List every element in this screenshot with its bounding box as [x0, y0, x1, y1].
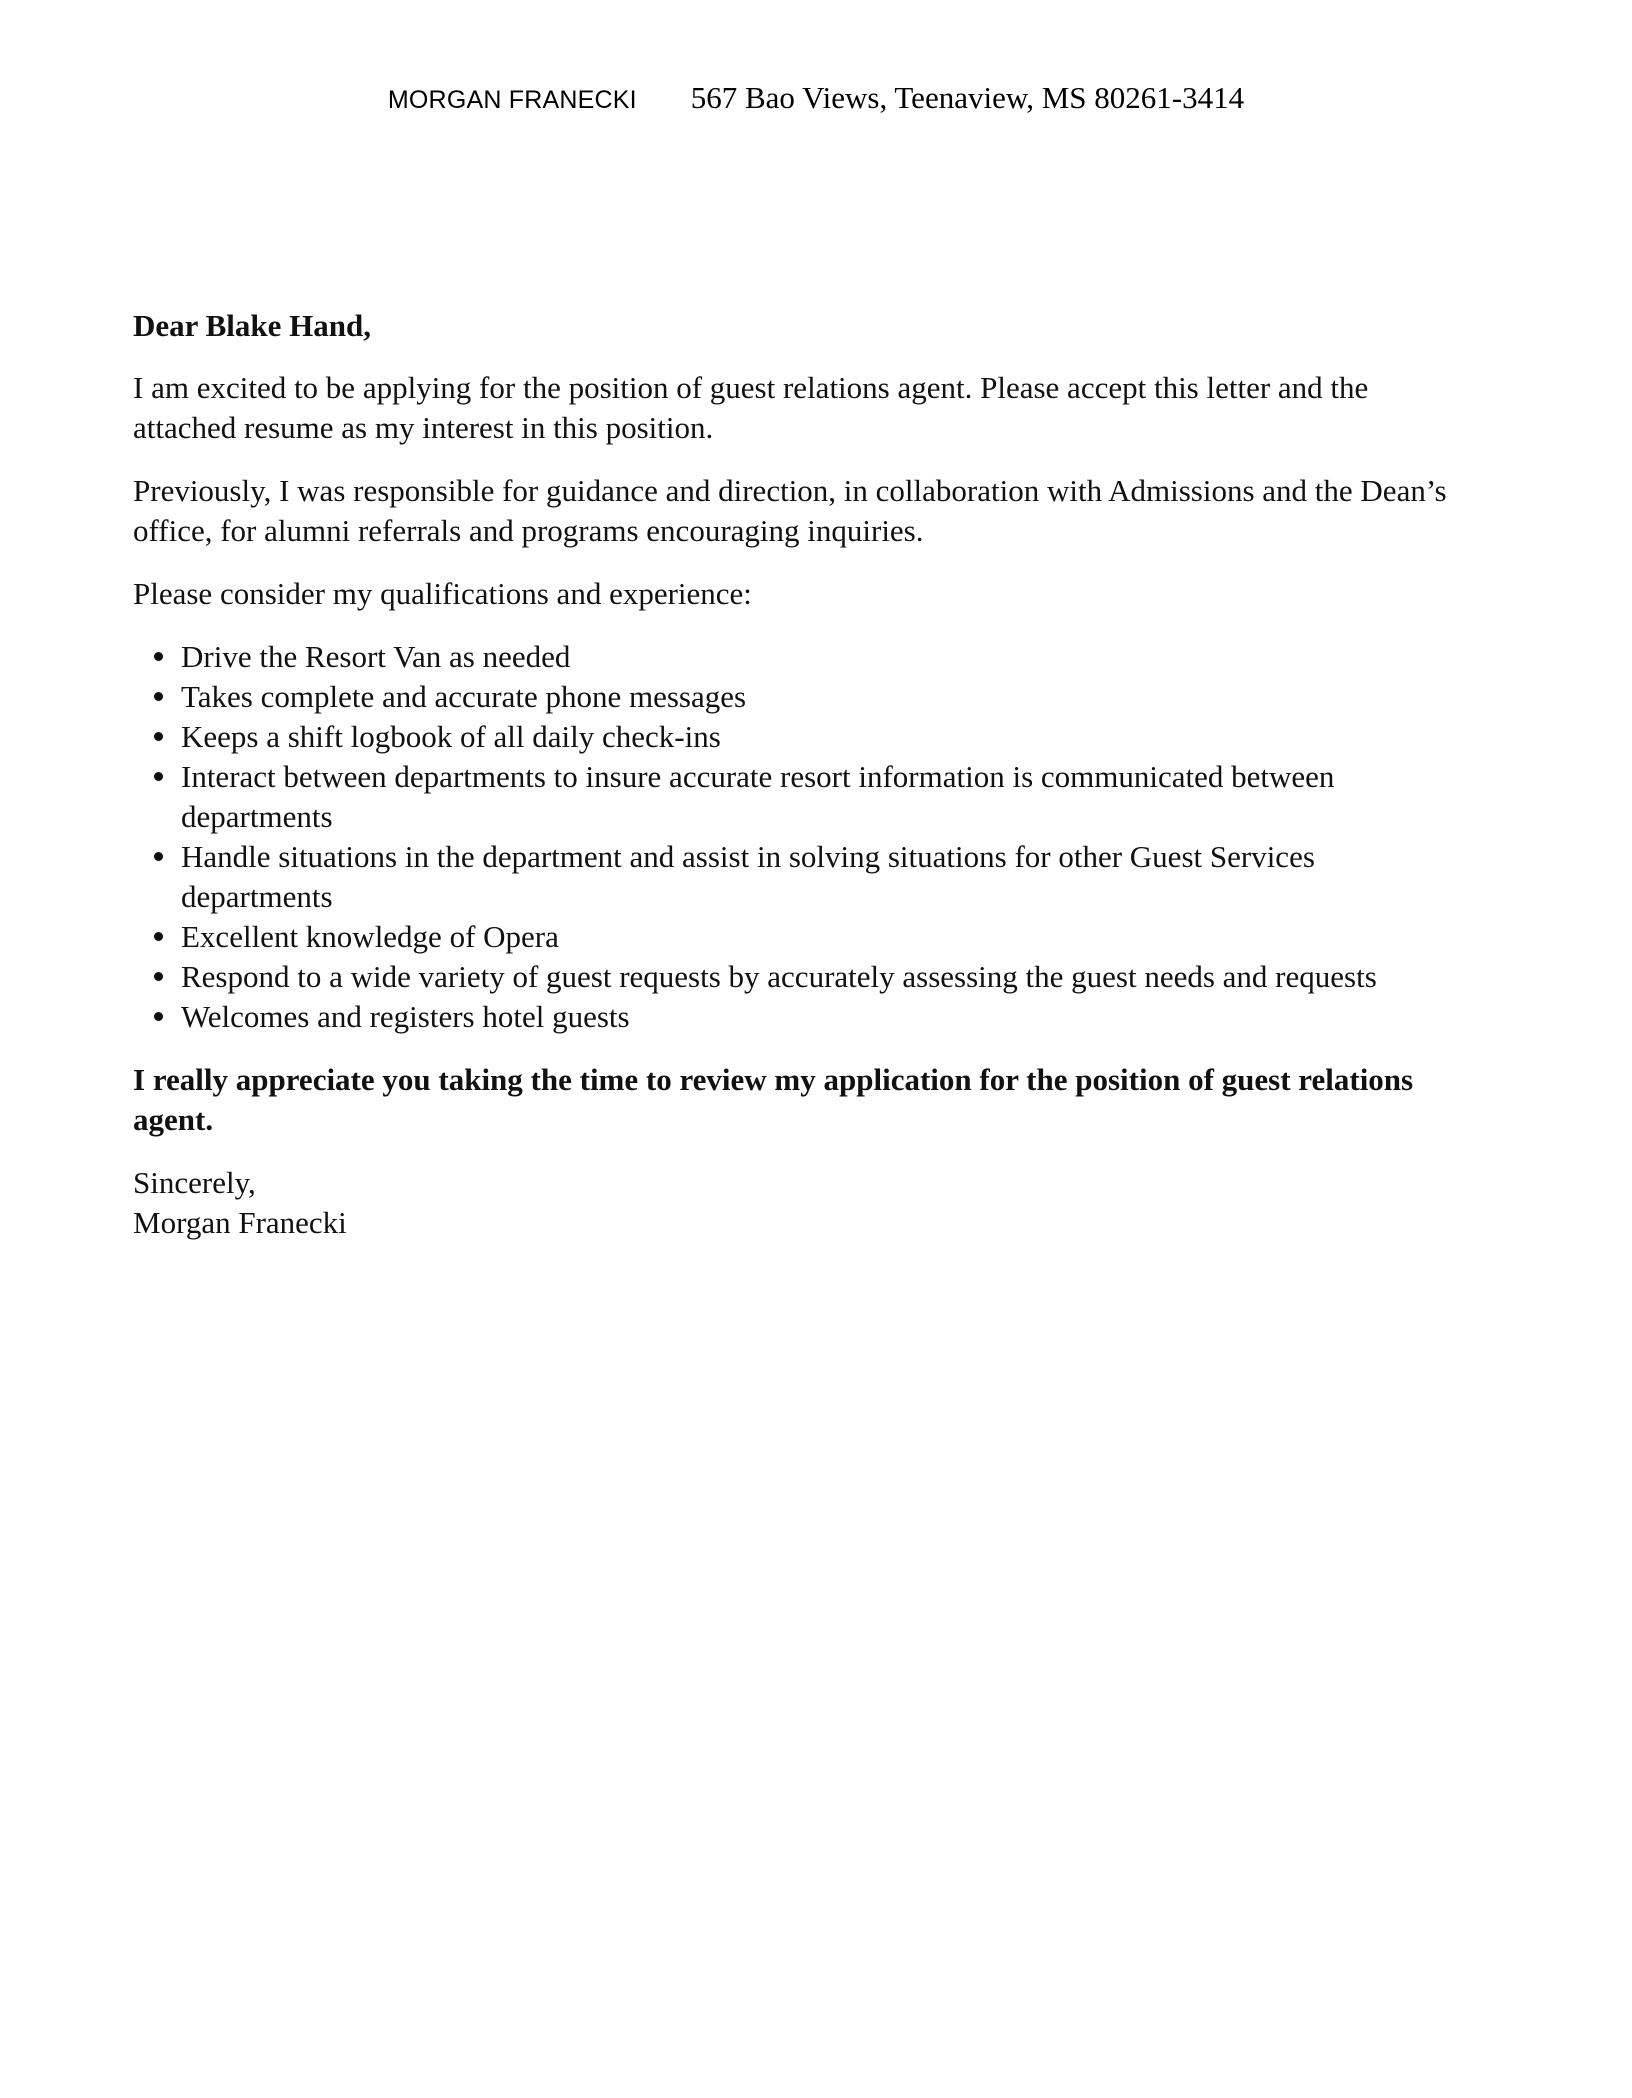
bullet-icon	[154, 932, 163, 941]
salutation: Dear Blake Hand,	[133, 308, 371, 343]
qualifications-list	[133, 637, 1463, 1037]
closing-paragraph: I really appreciate you taking the time to review my application for the position of guest relations agent.	[133, 1062, 1414, 1137]
bullet-icon	[154, 772, 163, 781]
list-item	[133, 757, 1463, 837]
bullet-icon	[154, 1012, 163, 1021]
list-item	[133, 997, 1463, 1037]
letter-body	[133, 306, 1463, 1243]
intro-paragraph: I am excited to be applying for the position of guest relations agent. Please accept this letter and the attached resume as my interest in this position.	[133, 370, 1369, 445]
bullet-icon	[154, 732, 163, 741]
list-item	[133, 837, 1463, 917]
list-item-text: Respond to a wide variety of guest requests by accurately assessing the guest needs and requests	[181, 959, 1377, 994]
list-item-text: Takes complete and accurate phone messages	[181, 679, 747, 714]
experience-paragraph: Previously, I was responsible for guidance and direction, in collaboration with Admissions and the Dean’s office, for alumni referrals and programs encouraging inquiries.	[133, 473, 1447, 548]
signature-block	[133, 1163, 1463, 1243]
list-item	[133, 717, 1463, 757]
list-item-text: Handle situations in the department and assist in solving situations for other Guest Services departments	[181, 839, 1315, 914]
bullet-icon	[154, 652, 163, 661]
list-item	[133, 957, 1463, 997]
list-item-text: Drive the Resort Van as needed	[181, 639, 571, 674]
bullet-icon	[154, 972, 163, 981]
list-item	[133, 677, 1463, 717]
signoff-text: Sincerely,	[133, 1165, 256, 1200]
list-item-text: Excellent knowledge of Opera	[181, 919, 559, 954]
sender-name: MORGAN FRANECKI	[387, 86, 637, 114]
bullet-icon	[154, 692, 163, 701]
list-item-text: Interact between departments to insure accurate resort information is communicated between departments	[181, 759, 1335, 834]
letter-header	[0, 80, 1632, 116]
list-item	[133, 637, 1463, 677]
bullet-icon	[154, 852, 163, 861]
list-item-text: Keeps a shift logbook of all daily check-ins	[181, 719, 721, 754]
list-item-text: Welcomes and registers hotel guests	[181, 999, 630, 1034]
sender-address: 567 Bao Views, Teenaview, MS 80261-3414	[690, 80, 1245, 115]
signature-name: Morgan Franecki	[133, 1205, 347, 1240]
list-item	[133, 917, 1463, 957]
qualifications-intro: Please consider my qualifications and experience:	[133, 576, 752, 611]
